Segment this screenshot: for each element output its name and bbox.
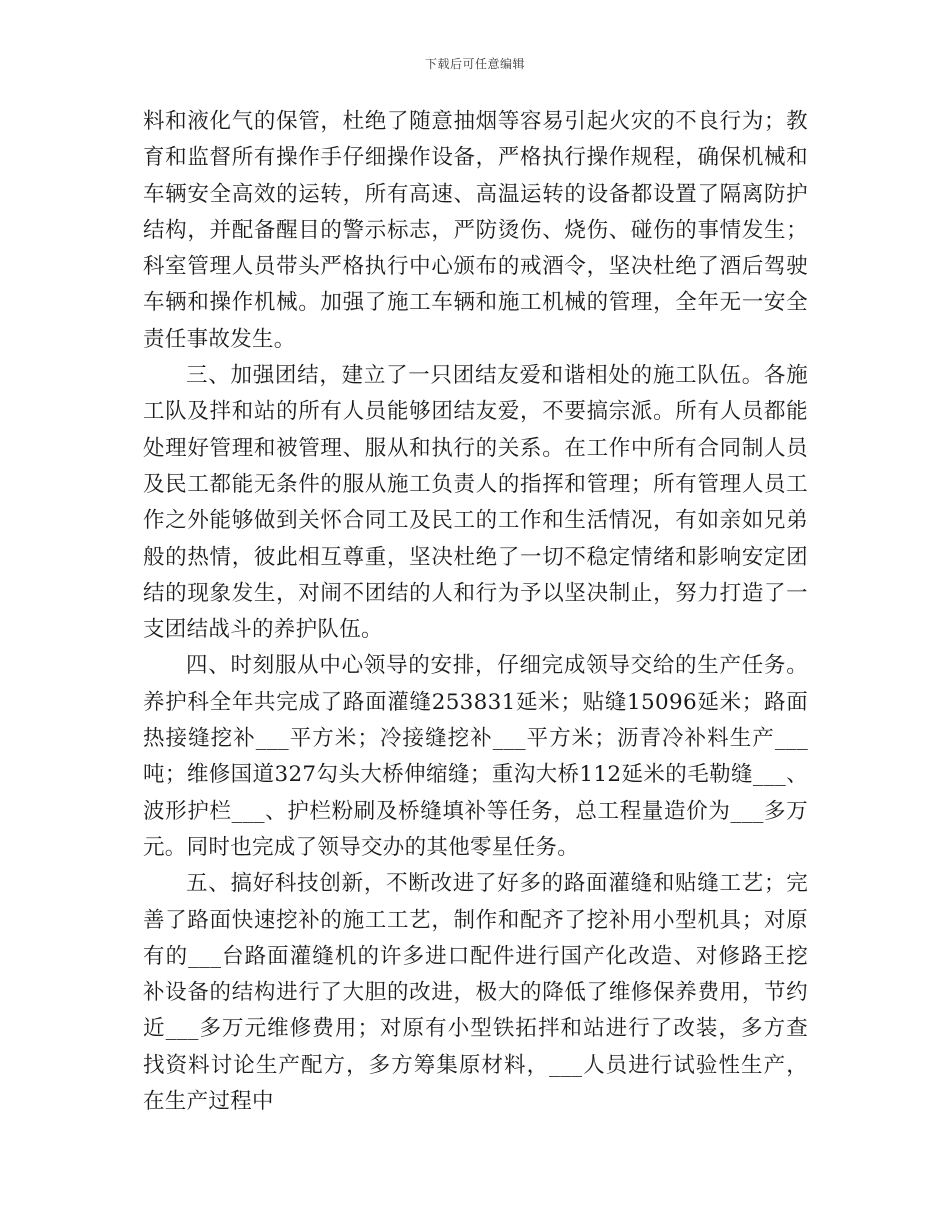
paragraph-section-three: 三、加强团结，建立了一只团结友爱和谐相处的施工队伍。各施工队及拌和站的所有人员能够团结友爱，不要搞宗派。所有人员都能处理好管理和被管理、服从和执行的关系。在工作中所有合同制人员及民工都能无条件的服从施工负责人的指挥和管理；所有管理人员工作之外能够做到关怀合同工及民工的工作和生活情况，有如亲如兄弟般的热情，彼此相互尊重，坚决杜绝了一切不稳定情绪和影响安定团结的现象发生，对闹不团结的人和行为予以坚决制止，努力打造了一支团结战斗的养护队伍。 xyxy=(143,363,808,643)
paragraph-section-four: 四、时刻服从中心领导的安排，仔细完成领导交给的生产任务。养护科全年共完成了路面灌缝253831延米；贴缝15096延米；路面热接缝挖补___平方米；冷接缝挖补___平方米；沥青冷补料生产___吨；维修国道327勾头大桥伸缩缝；重沟大桥112延米的毛勒缝___、波形护栏___、护栏粉刷及桥缝填补等任务，总工程量造价为___多万元。同时也完成了领导交办的其他零星任务。 xyxy=(143,653,808,860)
document-body xyxy=(143,104,808,1120)
paragraph-section-five: 五、搞好科技创新，不断改进了好多的路面灌缝和贴缝工艺；完善了路面快速挖补的施工工艺，制作和配齐了挖补用小型机具；对原有的___台路面灌缝机的许多进口配件进行国产化改造、对修路王挖补设备的结构进行了大胆的改进，极大的降低了维修保养费用，节约近___多万元维修费用；对原有小型铁拓拌和站进行了改装，多方查找资料讨论生产配方，多方筹集原材料，___人员进行试验性生产，在生产过程中 xyxy=(143,871,808,1115)
paragraph-safety-continued: 料和液化气的保管，杜绝了随意抽烟等容易引起火灾的不良行为；教育和监督所有操作手仔细操作设备，严格执行操作规程，确保机械和车辆安全高效的运转，所有高速、高温运转的设备都设置了隔离防护结构，并配备醒目的警示标志，严防烫伤、烧伤、碰伤的事情发生；科室管理人员带头严格执行中心颁布的戒酒令，坚决杜绝了酒后驾驶车辆和操作机械。加强了施工车辆和施工机械的管理，全年无一安全责任事故发生。 xyxy=(143,109,808,352)
page-header: 下载后可任意编辑 xyxy=(424,57,525,71)
